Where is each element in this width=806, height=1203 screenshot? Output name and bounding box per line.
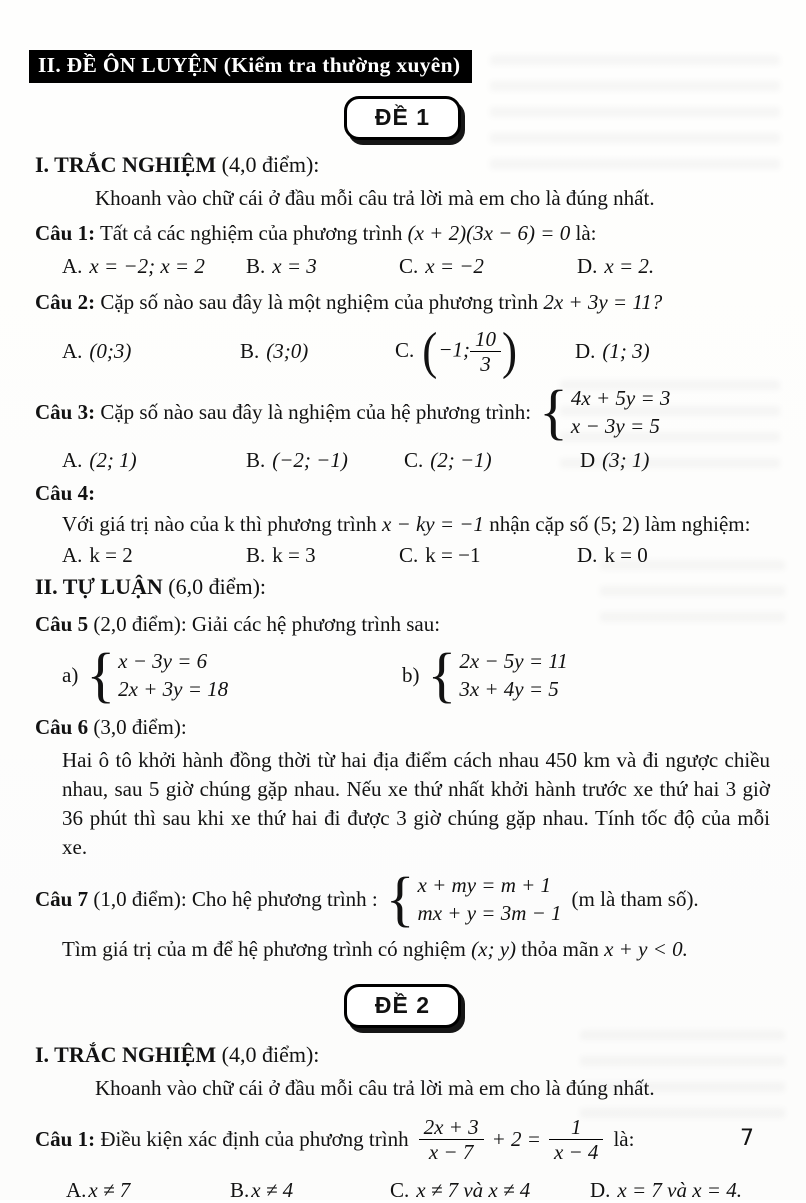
system-brace: { xyxy=(539,378,568,447)
option-key: D. xyxy=(577,542,598,567)
system-brace: { xyxy=(385,865,415,933)
option-a xyxy=(62,339,240,364)
system-equation-1: 4x + 5y = 3 xyxy=(570,386,671,411)
question-label: Câu 2: xyxy=(35,290,96,315)
de1-question-3 xyxy=(35,378,770,447)
fraction-numerator: 10 xyxy=(470,327,501,352)
de1-question-2 xyxy=(35,289,770,317)
system-equation-2: x − 3y = 5 xyxy=(570,414,660,439)
de1-question-1 xyxy=(35,220,770,248)
fraction xyxy=(470,327,501,376)
equation-system xyxy=(385,865,562,933)
option-b xyxy=(240,339,395,364)
math: (x; y) xyxy=(471,937,517,962)
question-text: Điều kiện xác định của phương trình xyxy=(100,1126,409,1151)
system-brace: { xyxy=(86,640,116,709)
system-equation-1: 2x − 5y = 11 xyxy=(459,648,568,673)
de1-question-7-text2 xyxy=(62,936,770,964)
question-text: Cặp số nào sau đây là một nghiệm của phương trình xyxy=(100,290,539,315)
question-points: (2,0 điểm): xyxy=(93,611,187,636)
question-tail: là: xyxy=(613,1126,635,1151)
system-brace: { xyxy=(427,640,457,709)
question-label: Câu 5 xyxy=(35,611,89,636)
close-paren: ) xyxy=(501,322,518,381)
system-b-label: b) xyxy=(402,662,420,687)
question-tail: nhận cặp số (5; 2) làm nghiệm: xyxy=(489,512,751,537)
section-title-text: I. TRẮC NGHIỆM xyxy=(35,152,217,177)
system-equation-1: x − 3y = 6 xyxy=(118,648,208,673)
option-d xyxy=(590,1178,770,1203)
option-c xyxy=(399,254,577,279)
section-points: (6,0 điểm): xyxy=(168,573,267,599)
equation-middle: + 2 = xyxy=(491,1126,541,1151)
equation-system xyxy=(427,640,568,709)
question-math: x − ky = −1 xyxy=(381,512,484,537)
de2-q1-options xyxy=(66,1178,770,1203)
fraction-denominator: 3 xyxy=(480,352,491,377)
option-key: D xyxy=(580,448,596,473)
option-b xyxy=(230,1178,390,1203)
option-value-pre: −1; xyxy=(438,337,470,362)
page-number: 7 xyxy=(740,1126,754,1151)
section-points: (4,0 điểm): xyxy=(221,1041,320,1067)
section-points: (4,0 điểm): xyxy=(221,152,320,177)
question-text: Cho hệ phương trình : xyxy=(191,887,378,912)
question-text: Với giá trị nào của k thì phương trình xyxy=(62,512,377,537)
question-label: Câu 7 xyxy=(35,887,89,912)
question-label: Câu 1: xyxy=(35,220,96,245)
option-key: C. xyxy=(399,254,419,279)
option-key: A. xyxy=(62,339,83,364)
de2-instruction: Khoanh vào chữ cái ở đầu mỗi câu trả lời mà em cho là đúng nhất. xyxy=(95,1075,655,1100)
section-header-bar xyxy=(29,50,472,83)
question-label: Câu 1: xyxy=(35,1126,96,1151)
de1-q3-options xyxy=(62,448,770,473)
de2-badge-wrap xyxy=(35,984,770,1028)
option-key: C. xyxy=(399,542,419,567)
option-key: C. xyxy=(395,337,415,362)
de1-q1-options xyxy=(62,254,770,279)
option-c xyxy=(395,322,575,381)
option-value: x = 3 xyxy=(272,254,317,279)
option-a xyxy=(62,543,246,568)
de1-q4-options xyxy=(62,543,770,568)
equation-system xyxy=(86,640,229,709)
option-b xyxy=(246,448,404,473)
question-label: Câu 3: xyxy=(35,400,96,425)
option-b xyxy=(246,543,399,568)
option-key: A. xyxy=(66,1177,87,1202)
option-value: (3;0) xyxy=(266,339,309,364)
de1-question-5 xyxy=(35,611,770,639)
de1-badge-wrap xyxy=(35,96,770,140)
question-text: Giải các hệ phương trình sau: xyxy=(191,611,441,636)
option-value: (3; 1) xyxy=(602,448,650,473)
option-value: x ≠ 7 và x ≠ 4 xyxy=(416,1177,531,1202)
option-key: C. xyxy=(404,448,424,473)
option-value: x = −2; x = 2 xyxy=(89,254,205,279)
option-key: B. xyxy=(240,339,260,364)
system-b xyxy=(402,640,770,709)
option-value: (0;3) xyxy=(89,339,132,364)
option-key: B. xyxy=(246,448,266,473)
de1-tu-luan-title xyxy=(35,574,770,600)
option-c xyxy=(404,448,580,473)
equation-system xyxy=(539,378,671,447)
option-value: (−2; −1) xyxy=(272,448,348,473)
option-a xyxy=(62,448,246,473)
option-d xyxy=(580,448,770,473)
option-b xyxy=(246,254,399,279)
de2-badge: ĐỀ 2 xyxy=(344,984,461,1028)
option-key: B. xyxy=(230,1177,250,1202)
option-c xyxy=(399,543,577,568)
system-a xyxy=(62,640,402,709)
fraction xyxy=(549,1115,604,1164)
question-points: (3,0 điểm): xyxy=(93,714,187,739)
section-header-text: II. ĐỀ ÔN LUYỆN (Kiểm tra thường xuyên) xyxy=(38,53,461,77)
system-equation-2: mx + y = 3m − 1 xyxy=(417,901,562,926)
question-label: Câu 4: xyxy=(35,481,96,506)
math: x + y < 0. xyxy=(604,937,688,962)
de1-question-4-text xyxy=(62,511,770,539)
text: thỏa mãn xyxy=(521,937,599,962)
de1-q2-options xyxy=(62,322,770,381)
option-d xyxy=(575,339,770,364)
fraction-denominator: x − 7 xyxy=(428,1139,474,1164)
option-key: B. xyxy=(246,542,266,567)
system-equation-2: 3x + 4y = 5 xyxy=(459,676,559,701)
option-d xyxy=(577,254,770,279)
option-key: B. xyxy=(246,254,266,279)
text: Tìm giá trị của m để hệ phương trình có nghiệm xyxy=(62,937,466,962)
fraction-numerator: 1 xyxy=(549,1115,604,1140)
option-key: A. xyxy=(62,448,83,473)
option-key: A. xyxy=(62,254,83,279)
fraction-denominator: x − 4 xyxy=(553,1139,599,1164)
option-key: D. xyxy=(577,254,598,279)
section-title-text: I. TRẮC NGHIỆM xyxy=(35,1041,217,1067)
de1-question-6-body: Hai ô tô khởi hành đồng thời từ hai địa điểm cách nhau 450 km và đi ngược chiều nhau, sau 5 giờ chúng gặp nhau. Nếu xe thứ nhất khởi hành trước xe thứ hai 3 giờ 36 phút thì sau khi xe thứ hai đi được 3 giờ chúng gặp nhau. Tính tốc độ của mỗi xe. xyxy=(62,748,770,860)
question-points: (1,0 điểm): xyxy=(93,887,187,912)
system-a-label: a) xyxy=(62,662,79,687)
question-label: Câu 6 xyxy=(35,714,89,739)
option-value: (2; −1) xyxy=(430,448,492,473)
option-value: x ≠ 4 xyxy=(251,1177,294,1202)
option-value: x = 7 và x = 4. xyxy=(617,1177,742,1202)
option-d xyxy=(577,543,770,568)
de1-question-6-label xyxy=(35,714,770,742)
question-math: (x + 2)(3x − 6) = 0 xyxy=(407,220,571,245)
option-value: x = 2. xyxy=(604,254,655,279)
option-value: (2; 1) xyxy=(89,448,137,473)
question-tail: (m là tham số). xyxy=(571,887,699,912)
option-a xyxy=(62,254,246,279)
section-title-text: II. TỰ LUẬN xyxy=(35,573,163,599)
option-value: (1; 3) xyxy=(602,339,650,364)
option-value: x ≠ 7 xyxy=(88,1177,131,1202)
question-tail: là: xyxy=(575,220,597,245)
fraction-numerator: 2x + 3 xyxy=(419,1115,484,1140)
option-key: A. xyxy=(62,542,83,567)
option-value: k = −1 xyxy=(425,542,481,567)
option-value: x = −2 xyxy=(425,254,484,279)
option-value: k = 2 xyxy=(89,542,133,567)
de2-question-1 xyxy=(35,1115,770,1164)
question-text: Cặp số nào sau đây là nghiệm của hệ phương trình: xyxy=(100,400,532,425)
de1-question-4-label xyxy=(35,480,770,508)
de1-trac-nghiem-title xyxy=(35,152,770,178)
de1-question-7 xyxy=(35,865,770,933)
question-text: Tất cả các nghiệm của phương trình xyxy=(99,220,403,245)
de2-trac-nghiem-title xyxy=(35,1042,770,1068)
open-paren: ( xyxy=(422,322,438,381)
option-key: C. xyxy=(390,1177,410,1202)
system-equation-1: x + my = m + 1 xyxy=(417,873,552,898)
de1-q5-systems xyxy=(62,640,770,709)
system-equation-2: 2x + 3y = 18 xyxy=(118,676,229,701)
option-key: D. xyxy=(575,339,596,364)
option-key: D. xyxy=(590,1177,611,1202)
fraction xyxy=(419,1115,484,1164)
option-value: k = 3 xyxy=(272,542,316,567)
option-value: k = 0 xyxy=(604,542,648,567)
option-c xyxy=(390,1178,590,1203)
de1-badge: ĐỀ 1 xyxy=(344,96,461,140)
question-math: 2x + 3y = 11? xyxy=(543,290,663,315)
option-a xyxy=(66,1178,230,1203)
de1-instruction: Khoanh vào chữ cái ở đầu mỗi câu trả lời mà em cho là đúng nhất. xyxy=(95,186,655,210)
